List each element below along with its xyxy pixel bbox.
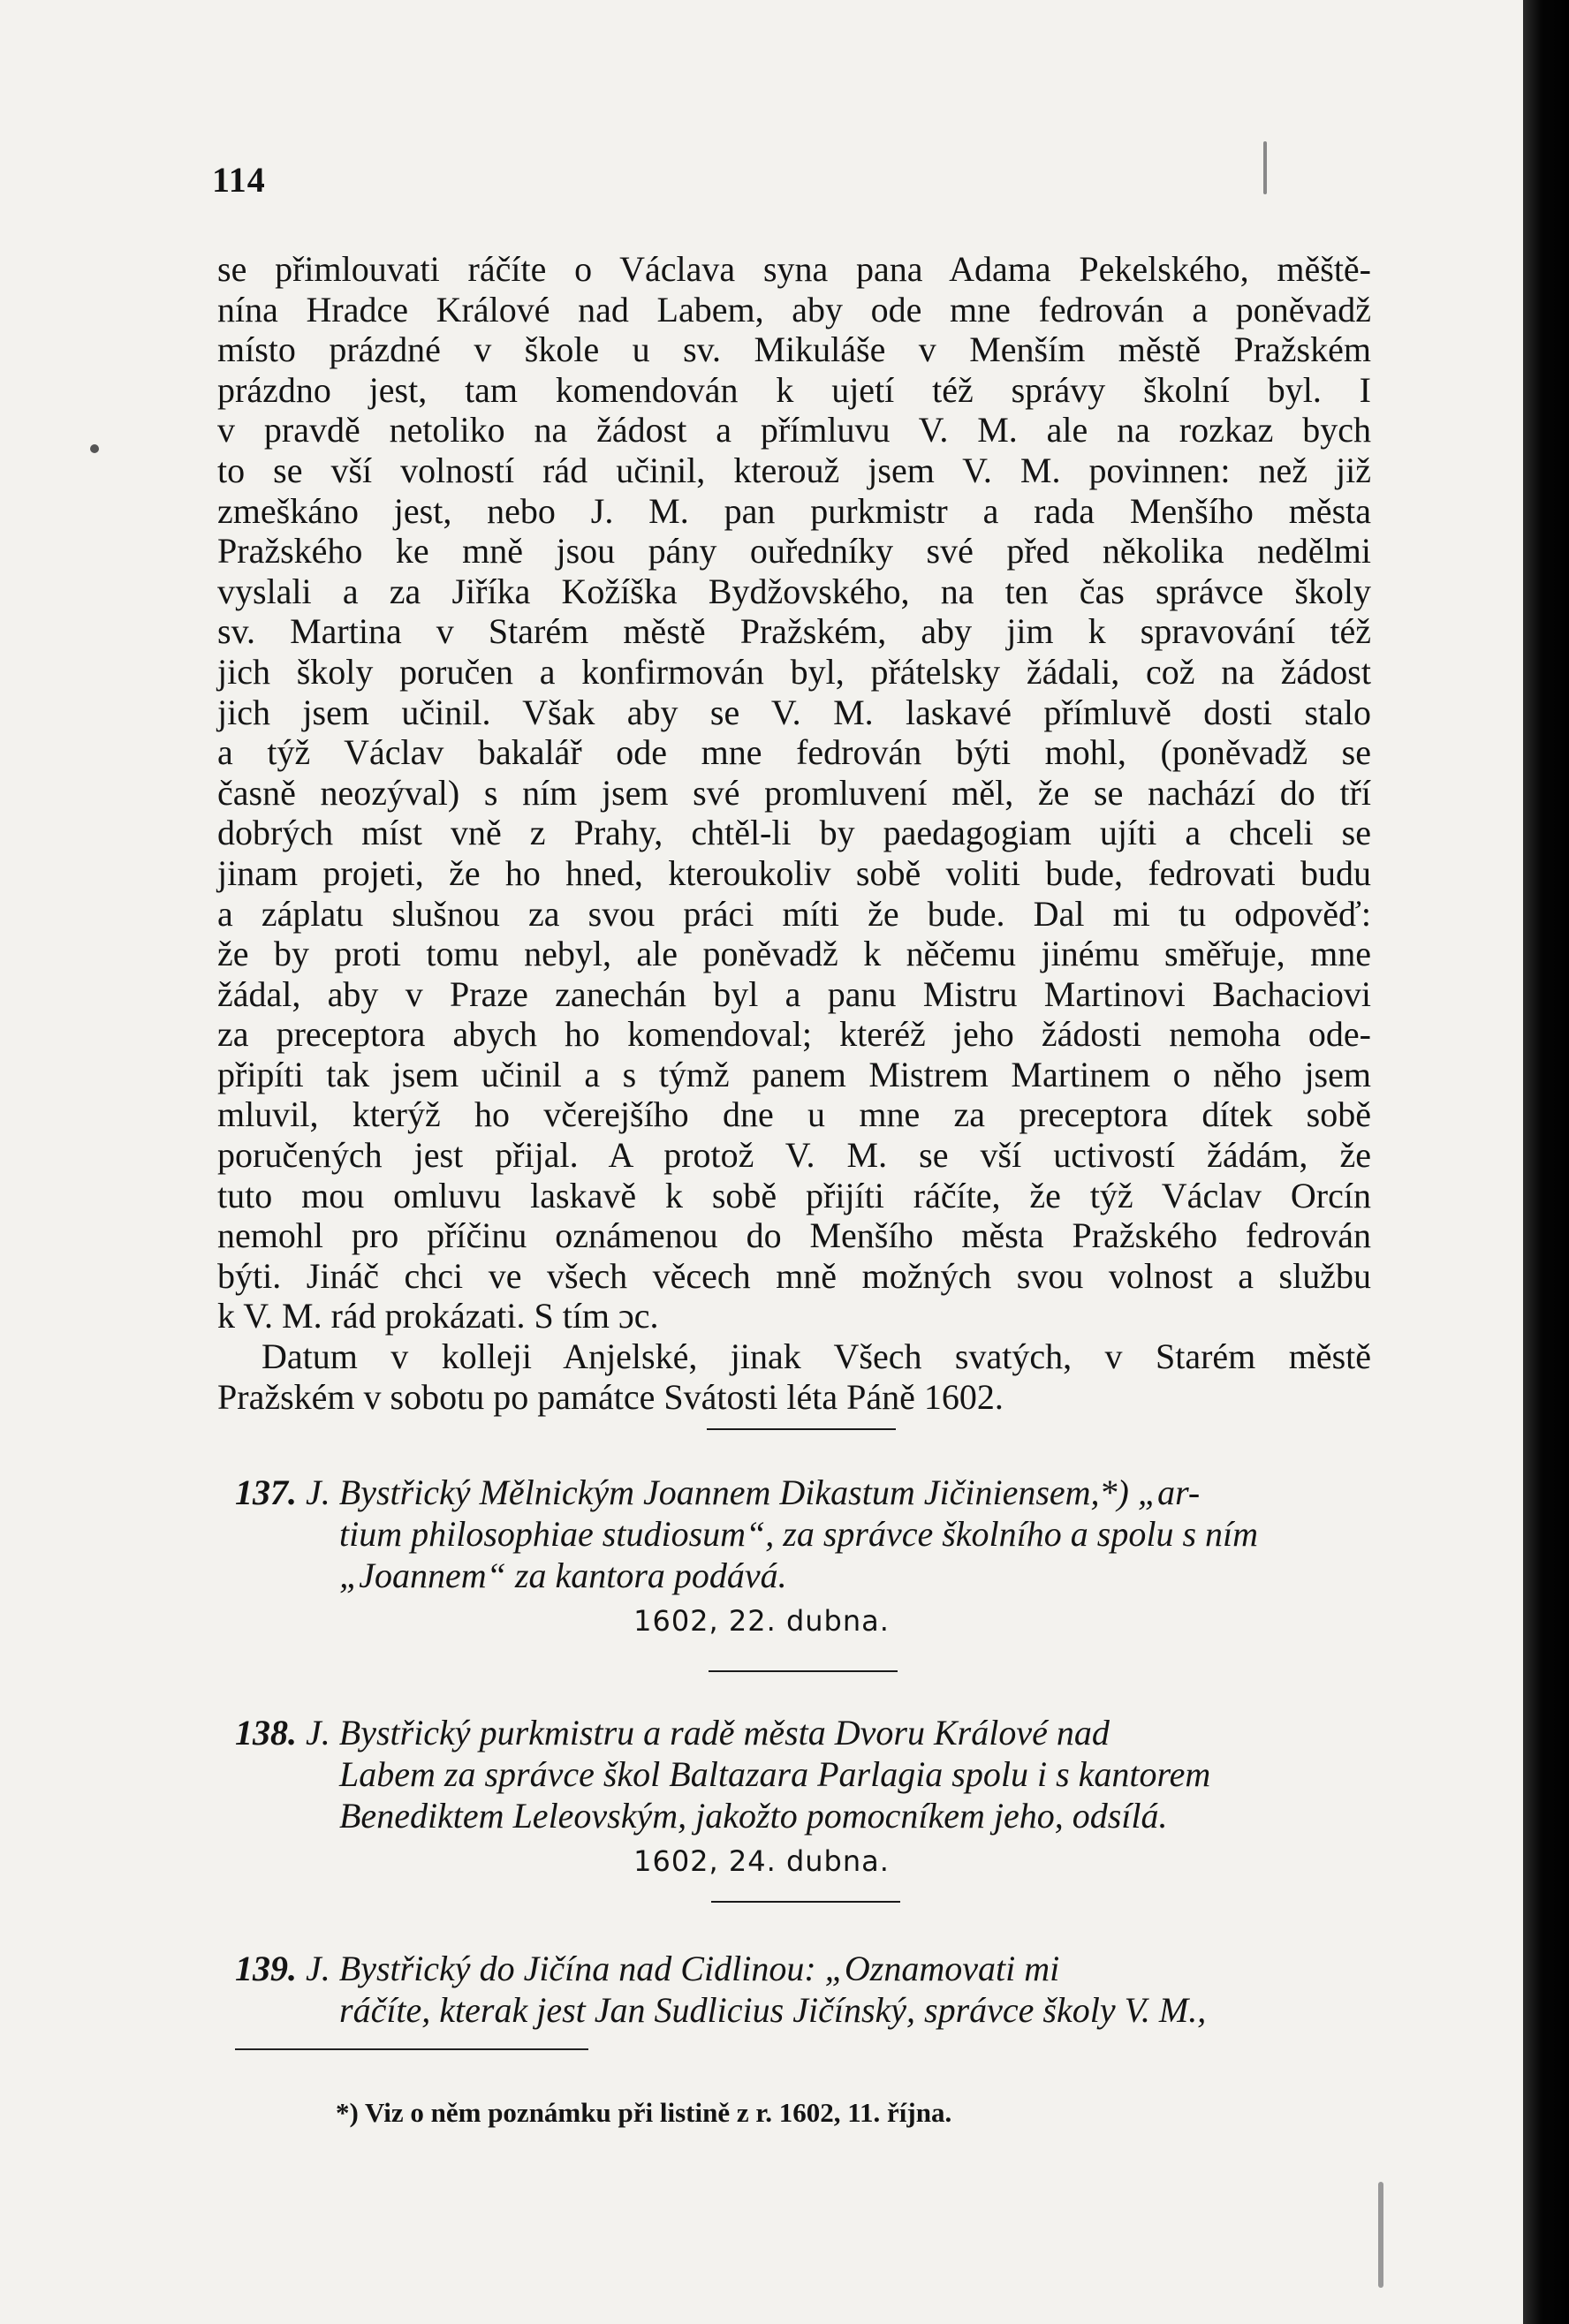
closing-line: Pražském v sobotu po památce Svátosti léta Páně 1602. (217, 1376, 1004, 1417)
text-line: dobrých míst vně z Prahy, chtěl-li by paedagogiam ujíti a chceli se (217, 813, 1371, 853)
section-divider (709, 1670, 898, 1672)
text-line: že by proti tomu nebyl, ale poněvadž k něčemu jinému směřuje, mne (217, 934, 1371, 974)
entry-line: Labem za správce škol Baltazara Parlagia spolu i s kantorem (339, 1754, 1211, 1794)
text-line: jich jsem učinil. Však aby se V. M. laskavé přímluvě dosti stalo (217, 692, 1371, 732)
entry-line: J. Bystřický Mělnickým Joannem Dikastum Jičiniensem,*) „ar- (306, 1472, 1201, 1512)
entry-line: J. Bystřický do Jičína nad Cidlinou: „Oznamovati mi (306, 1949, 1060, 1988)
entry-line: tium philosophiae studiosum“, za správce školního a spolu s ním (339, 1514, 1259, 1554)
scan-speck (1378, 2182, 1383, 2288)
text-line: a záplatu slušnou za svou práci míti že bude. Dal mi tu odpověď: (217, 893, 1371, 934)
entry-number: 138. (235, 1713, 297, 1752)
entry-date: 1602, 24. dubna. (633, 1844, 890, 1878)
entry-number: 139. (235, 1949, 297, 1988)
letter-body (217, 249, 1371, 1417)
footnote-divider (235, 2048, 588, 2050)
text-line: se přimlouvati ráčíte o Václava syna pana Adama Pekelského, měště- (217, 249, 1371, 289)
entry-line: J. Bystřický purkmistru a radě města Dvoru Králové nad (306, 1713, 1110, 1752)
section-divider (707, 1428, 896, 1430)
entry-138 (235, 1712, 1383, 1836)
scan-speck (90, 444, 99, 453)
text-line: vyslali a za Jiříka Kožíška Bydžovského, na ten čas správce školy (217, 571, 1371, 611)
section-divider (711, 1901, 900, 1903)
text-line: žádal, aby v Praze zanechán byl a panu Mistru Martinovi Bachaciovi (217, 973, 1371, 1014)
text-line: tuto mou omluvu laskavě k sobě přijíti ráčíte, že týž Václav Orcín (217, 1175, 1371, 1215)
text-line: prázdno jest, tam komendován k ujetí též správy školní byl. I (217, 369, 1371, 410)
text-line: časně neozýval) s ním jsem své promluvení měl, že se nachází do tří (217, 772, 1371, 813)
text-line: jich školy poručen a konfirmován byl, přátelsky žádali, což na žádost (217, 651, 1371, 692)
text-line: a týž Václav bakalář ode mne fedrován býti mohl, (poněvadž se (217, 732, 1371, 773)
entry-date: 1602, 22. dubna. (633, 1604, 890, 1638)
text-line: Pražského ke mně jsou pány ouředníky své před několika nedělmi (217, 531, 1371, 572)
entry-137 (235, 1472, 1383, 1596)
entry-line: „Joannem“ za kantora podává. (339, 1556, 787, 1595)
text-line: připíti tak jsem učinil a s týmž panem Mistrem Martinem o něho jsem (217, 1054, 1371, 1094)
text-line: nemohl pro příčinu oznámenou do Menšího města Pražského fedrován (217, 1215, 1371, 1256)
text-line: v pravdě netoliko na žádost a přímluvu V. M. ale na rozkaz bych (217, 410, 1371, 450)
footnote: *) Viz o něm poznámku při listině z r. 1602, 11. října. (336, 2097, 952, 2128)
entry-line: Benediktem Leleovským, jakožto pomocníkem jeho, odsílá. (339, 1796, 1168, 1836)
scan-speck (1263, 141, 1267, 194)
entry-line: ráčíte, kterak jest Jan Sudlicius Jičínský, správce školy V. M., (339, 1990, 1207, 2030)
text-line: jinam projeti, že ho hned, kteroukoliv sobě voliti bude, fedrovati budu (217, 852, 1371, 893)
text-line: k V. M. rád prokázati. S tím ɔc. (217, 1296, 659, 1336)
entry-number: 137. (235, 1472, 297, 1512)
text-line: poručených jest přijal. A protož V. M. se vší uctivostí žádám, že (217, 1135, 1371, 1176)
text-line: to se vší volností rád učinil, kterouž jsem V. M. povinnen: než již (217, 450, 1371, 490)
text-line: za preceptora abych ho komendoval; kteréž jeho žádosti nemoha ode- (217, 1014, 1371, 1055)
page-number: 114 (212, 160, 266, 200)
scan-border (1523, 0, 1569, 2324)
closing-line: Datum v kolleji Anjelské, jinak Všech svatých, v Starém městě (262, 1336, 1371, 1377)
text-line: místo prázdné v škole u sv. Mikuláše v Menším městě Pražském (217, 329, 1371, 370)
text-line: zmeškáno jest, nebo J. M. pan purkmistr a rada Menšího města (217, 490, 1371, 531)
text-line: býti. Jináč chci ve všech věcech mně možných svou volnost a službu (217, 1255, 1371, 1296)
text-line: nína Hradce Králové nad Labem, aby ode mne fedrován a poněvadž (217, 289, 1371, 329)
text-line: sv. Martina v Starém městě Pražském, aby jim k spravování též (217, 611, 1371, 652)
entry-139 (235, 1948, 1383, 2031)
text-line: mluvil, kterýž ho včerejšího dne u mne za preceptora dítek sobě (217, 1094, 1371, 1135)
